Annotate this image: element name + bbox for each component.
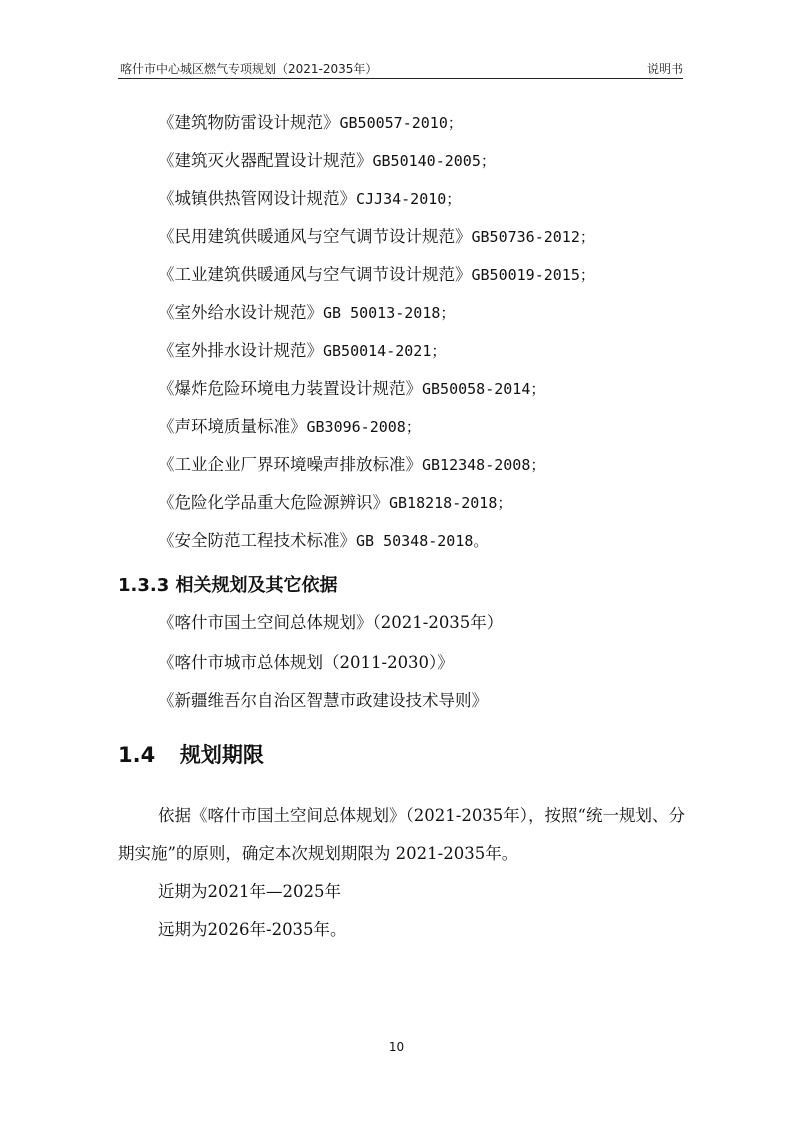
standard-name: 《爆炸危险环境电力装置设计规范》 — [158, 379, 422, 398]
standard-name: 《工业建筑供暖通风与空气调节设计规范》 — [158, 265, 472, 284]
related-plan-item: 《喀什市城市总体规划（2011-2030）》 — [158, 653, 454, 672]
near-term-period: 近期为2021年—2025年 — [158, 882, 341, 901]
standard-name: 《民用建筑供暖通风与空气调节设计规范》 — [158, 227, 472, 246]
standard-item — [158, 455, 545, 475]
standard-item — [158, 379, 545, 399]
header-doc-type: 说明书 — [646, 62, 683, 76]
standard-name: 《城镇供热管网设计规范》 — [158, 189, 356, 208]
standard-code: GB50058-2014； — [422, 380, 546, 398]
standard-name: 《室外排水设计规范》 — [158, 341, 323, 360]
section-title: 相关规划及其它依据 — [175, 575, 338, 596]
standard-name: 《建筑灭火器配置设计规范》 — [158, 151, 373, 170]
standard-item — [158, 113, 463, 133]
standard-code: GB3096-2008； — [306, 418, 421, 436]
standard-item — [158, 189, 461, 209]
standard-code: GB12348-2008； — [422, 456, 546, 474]
page-number: 10 — [388, 1040, 405, 1054]
section-number: 1.3.3 — [118, 575, 170, 596]
standard-code: GB50019-2015； — [471, 266, 595, 284]
related-plan-item: 《喀什市国土空间总体规划》（2021-2035年） — [158, 613, 504, 632]
standard-name: 《建筑物防雷设计规范》 — [158, 113, 340, 132]
standard-code: CJJ34-2010； — [356, 190, 462, 208]
section-heading-1-4 — [118, 742, 264, 768]
standard-name: 《危险化学品重大危险源辨识》 — [158, 493, 389, 512]
section-title: 规划期限 — [179, 743, 264, 767]
standard-item — [158, 303, 455, 323]
long-term-period: 远期为2026年-2035年。 — [158, 920, 347, 939]
header-title: 喀什市中心城区燃气专项规划（2021-2035年） — [120, 62, 378, 76]
standard-name: 《室外给水设计规范》 — [158, 303, 323, 322]
standard-name: 《工业企业厂界环境噪声排放标准》 — [158, 455, 422, 474]
related-plan-item: 《新疆维吾尔自治区智慧市政建设技术导则》 — [158, 691, 488, 710]
standard-item — [158, 227, 595, 247]
standard-item — [158, 151, 496, 171]
planning-period-paragraph: 依据《喀什市国土空间总体规划》（2021-2035年），按照“统一规划、分期实施”的原则，确定本次规划期限为 2021-2035年。 — [118, 806, 685, 863]
section-number: 1.4 — [118, 743, 156, 767]
standard-name: 《声环境质量标准》 — [158, 417, 307, 436]
standard-code: GB 50013-2018； — [323, 304, 456, 322]
standard-code: GB18218-2018； — [389, 494, 513, 512]
standard-item — [158, 265, 595, 285]
standard-item — [158, 417, 421, 437]
standard-code: GB50736-2012； — [471, 228, 595, 246]
standard-item — [158, 341, 446, 361]
page-header — [118, 52, 683, 79]
standard-code: GB 50348-2018。 — [356, 532, 489, 550]
standard-code: GB50014-2021； — [323, 342, 447, 360]
standard-item — [158, 493, 512, 513]
section-heading-1-3-3 — [118, 575, 338, 597]
standard-code: GB50057-2010； — [339, 114, 463, 132]
standard-name: 《安全防范工程技术标准》 — [158, 531, 356, 550]
standard-item — [158, 531, 488, 551]
standard-code: GB50140-2005； — [372, 152, 496, 170]
